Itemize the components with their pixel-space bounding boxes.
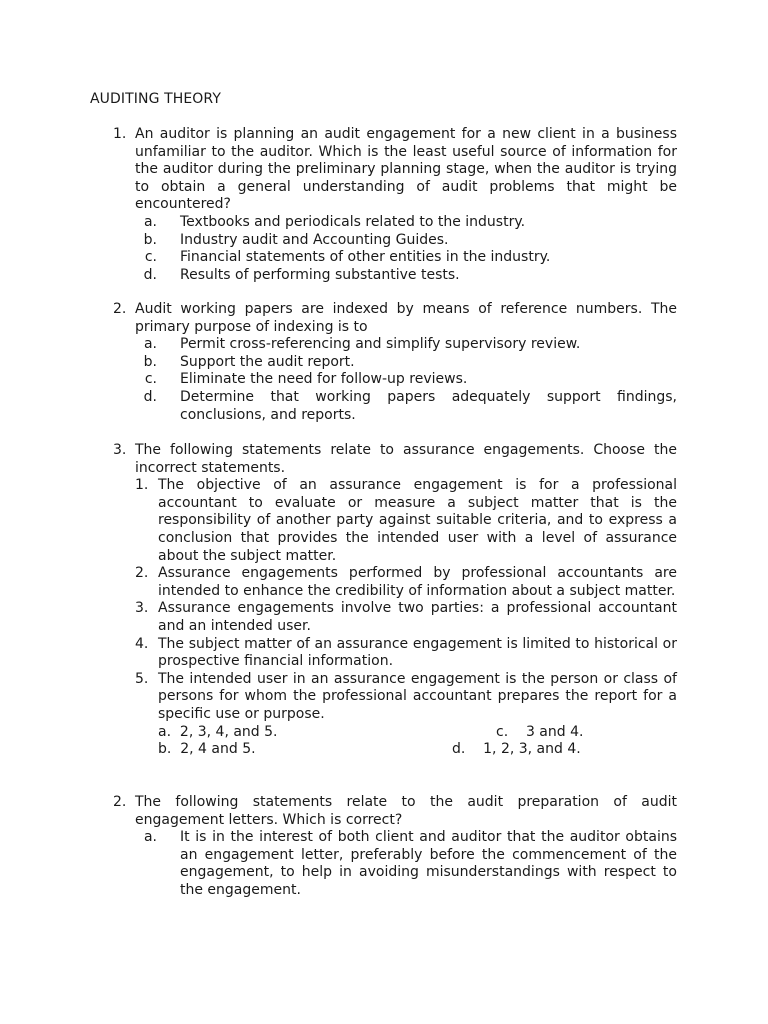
statement-text: The subject matter of an assurance engagement is limited to historical or prospective financial information.	[158, 635, 677, 670]
question-number: 2.	[113, 794, 127, 810]
option-letter: c.	[144, 371, 157, 388]
option-letter: a.	[143, 213, 157, 230]
option-letter: d.	[143, 266, 157, 283]
answer-option-b	[135, 354, 677, 372]
answer-option-c	[135, 371, 677, 389]
question-4	[113, 794, 677, 900]
answer-choices-row-1	[113, 724, 677, 742]
option-letter: b.	[143, 231, 157, 248]
option-text: Support the audit report.	[180, 353, 355, 370]
answer-options	[135, 336, 677, 424]
statement-2	[135, 565, 677, 600]
answer-option-a	[135, 336, 677, 354]
answer-options	[135, 829, 677, 899]
statement-list	[135, 477, 677, 723]
option-letter: c.	[144, 249, 157, 266]
question-number: 1.	[113, 126, 127, 142]
answer-choice-c: c. 3 and 4.	[496, 723, 584, 740]
statement-3	[135, 600, 677, 635]
answer-choices-row-2	[113, 741, 677, 759]
answer-option-a	[135, 829, 677, 899]
option-letter: a.	[143, 336, 157, 353]
option-text: Determine that working papers adequately support findings, conclusions, and reports.	[180, 388, 677, 423]
answer-choice-a: a. 2, 3, 4, and 5.	[158, 723, 278, 740]
answer-choice-b: b. 2, 4 and 5.	[158, 741, 256, 758]
option-text: Results of performing substantive tests.	[180, 266, 460, 283]
question-1	[113, 126, 677, 284]
statement-number: 4.	[135, 635, 149, 652]
option-text: Industry audit and Accounting Guides.	[180, 231, 449, 248]
answer-choice-d: d. 1, 2, 3, and 4.	[452, 741, 581, 758]
statement-number: 5.	[135, 670, 149, 687]
option-letter: d.	[143, 388, 157, 405]
statement-5	[135, 671, 677, 724]
option-letter: a.	[143, 829, 157, 846]
statement-number: 1.	[135, 477, 149, 494]
statement-1	[135, 477, 677, 565]
answer-options	[135, 214, 677, 284]
question-text: An auditor is planning an audit engagement for a new client in a business unfamiliar to the auditor. Which is the least useful source of information for the auditor during the preliminary planning stage, when the auditor is trying to obtain a general understanding of audit problems that might be encountered?	[135, 126, 677, 213]
question-number: 3.	[113, 442, 127, 458]
option-text: Textbooks and periodicals related to the industry.	[180, 213, 526, 230]
option-letter: b.	[143, 353, 157, 370]
statement-4	[135, 636, 677, 671]
question-2	[113, 301, 677, 424]
question-number: 2.	[113, 301, 127, 317]
statement-number: 3.	[135, 600, 149, 617]
question-3	[113, 442, 677, 759]
option-text: Permit cross-referencing and simplify supervisory review.	[180, 336, 581, 353]
option-text: Financial statements of other entities in the industry.	[180, 249, 551, 266]
answer-option-c	[135, 249, 677, 267]
statement-text: The intended user in an assurance engagement is the person or class of persons for whom the professional accountant prepares the report for a specific use or purpose.	[158, 670, 677, 722]
answer-option-d	[135, 267, 677, 285]
answer-option-b	[135, 232, 677, 250]
option-text: It is in the interest of both client and auditor that the auditor obtains an engagement letter, preferably before the commencement of the engagement, to help in avoiding misunderstandings with respect to the engagement.	[180, 829, 677, 898]
answer-option-a	[135, 214, 677, 232]
statement-number: 2.	[135, 565, 149, 582]
question-text: Audit working papers are indexed by means of reference numbers. The primary purpose of indexing is to	[135, 301, 677, 335]
question-text: The following statements relate to assurance engagements. Choose the incorrect statements.	[135, 442, 677, 476]
statement-text: Assurance engagements involve two parties: a professional accountant and an intended user.	[158, 600, 677, 634]
option-text: Eliminate the need for follow-up reviews.	[180, 371, 468, 388]
question-text: The following statements relate to the audit preparation of audit engagement letters. Which is correct?	[135, 794, 677, 828]
statement-text: Assurance engagements performed by professional accountants are intended to enhance the credibility of information about a subject matter.	[158, 565, 677, 599]
answer-option-d	[135, 389, 677, 424]
statement-text: The objective of an assurance engagement is for a professional accountant to evaluate or measure a subject matter that is the responsibility of another party against suitable criteria, and to express a conclusion that provides the intended user with a level of assurance about the subject matter.	[158, 477, 677, 564]
document-title: AUDITING THEORY	[90, 91, 222, 107]
